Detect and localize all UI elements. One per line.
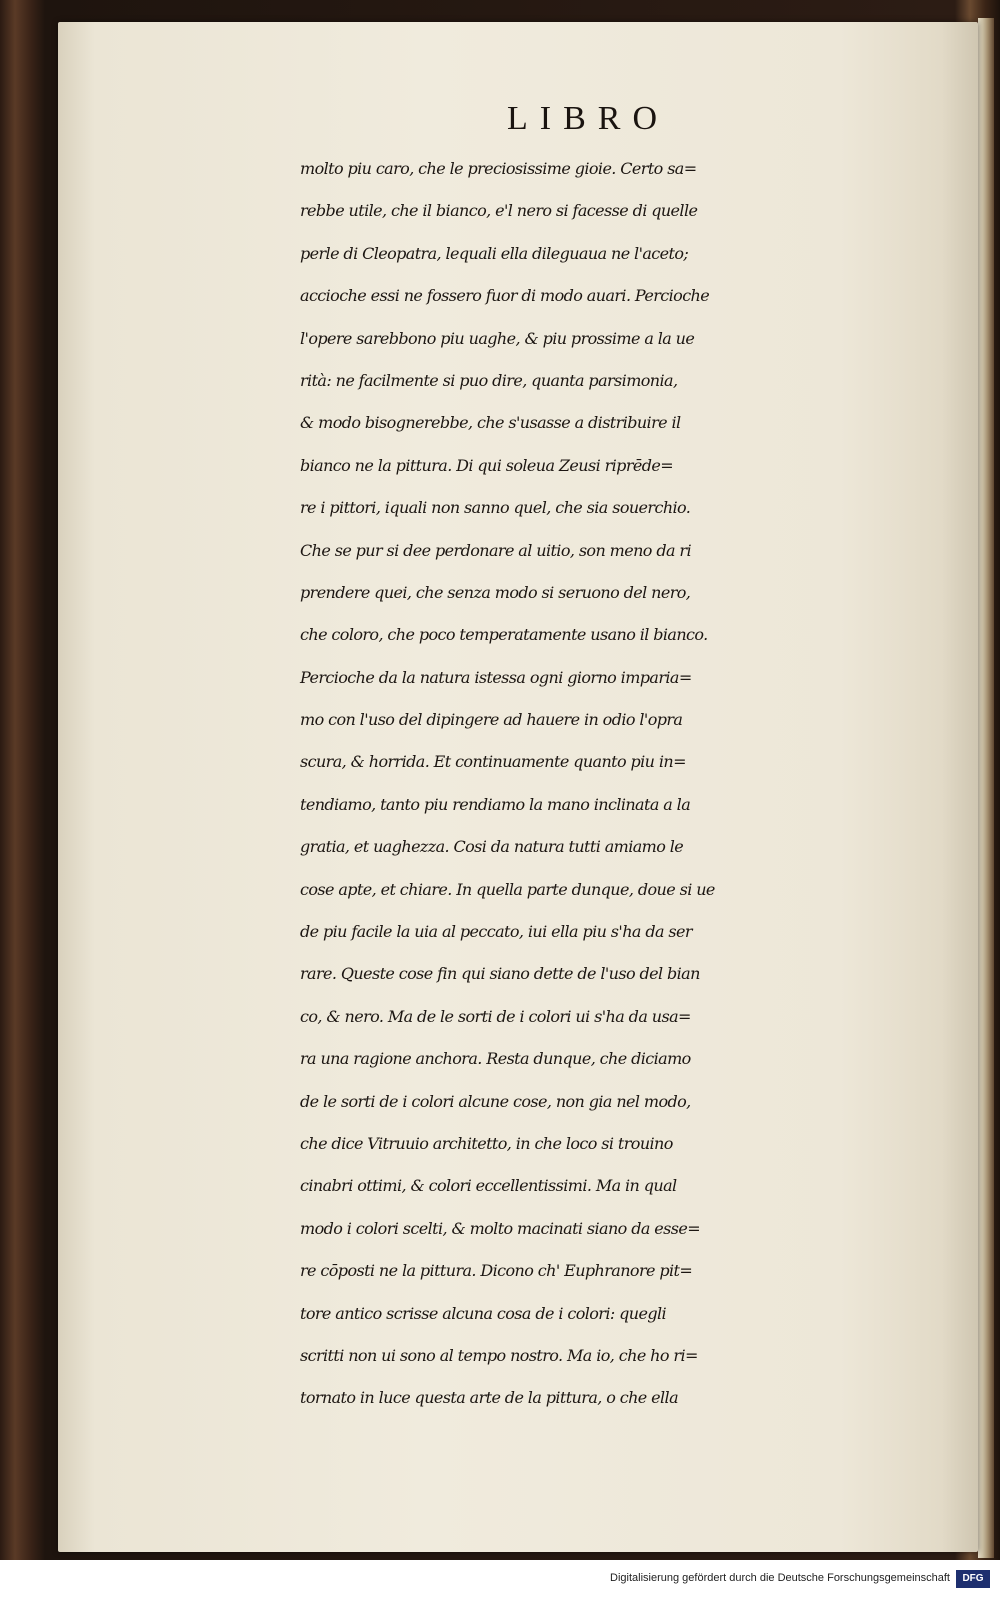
text-line: gratia, et uaghezza. Cosi da natura tutti amiamo le [300, 837, 684, 857]
text-line: che coloro, che poco temperatamente usano il bianco. [300, 625, 708, 645]
text-block [300, 148, 990, 1420]
text-line: bianco ne la pittura. Di qui soleua Zeusi riprēde= [300, 455, 674, 475]
text-line: tendiamo, tanto piu rendiamo la mano inclinata a la [300, 794, 691, 814]
text-line: de piu facile la uia al peccato, iui ella piu s'ha da ser [300, 922, 692, 942]
text-line: co, & nero. Ma de le sorti de i colori ui s'ha da usa= [300, 1006, 691, 1026]
text-line: de le sorti de i colori alcune cose, non gia nel modo, [300, 1091, 691, 1111]
text-line: ra una ragione anchora. Resta dunque, che diciamo [300, 1049, 691, 1069]
funding-credit: Digitalisierung gefördert durch die Deutsche Forschungsgemeinschaft [610, 1572, 950, 1584]
text-line: perle di Cleopatra, lequali ella dileguaua ne l'aceto; [300, 243, 689, 263]
text-line: tore antico scrisse alcuna cosa de i colori: quegli [300, 1303, 667, 1323]
text-line: accioche essi ne fossero fuor di modo auari. Percioche [300, 286, 710, 306]
text-line: che dice Vitruuio architetto, in che loco si trouino [300, 1133, 673, 1153]
text-line: re cōposti ne la pittura. Dicono ch' Euphranore pit= [300, 1261, 693, 1281]
text-line: rità: ne facilmente si puo dire, quanta parsimonia, [300, 370, 678, 390]
footer-bar [0, 1560, 1000, 1599]
text-line: modo i colori scelti, & molto macinati siano da esse= [300, 1218, 701, 1238]
text-line: mo con l'uso del dipingere ad hauere in odio l'opra [300, 710, 683, 730]
text-line: re i pittori, iquali non sanno quel, che sia souerchio. [300, 498, 691, 518]
text-line: cose apte, et chiare. In quella parte dunque, doue si ue [300, 879, 715, 899]
book-page [58, 22, 978, 1552]
text-line: & modo bisognerebbe, che s'usasse a distribuire il [300, 413, 681, 433]
text-line: Che se pur si dee perdonare al uitio, son meno da ri [300, 540, 691, 560]
dfg-logo: DFG [956, 1570, 990, 1588]
text-line: scritti non ui sono al tempo nostro. Ma io, che ho ri= [300, 1345, 698, 1365]
text-line: l'opere sarebbono piu uaghe, & piu prossime a la ue [300, 328, 695, 348]
text-line: Percioche da la natura istessa ogni giorno imparia= [300, 667, 692, 687]
running-head: LIBRO [507, 100, 669, 137]
text-line: tornato in luce questa arte de la pittura, o che ella [300, 1388, 679, 1408]
text-line: rare. Queste cose fin qui siano dette de l'uso del bian [300, 964, 700, 984]
text-line: scura, & horrida. Et continuamente quanto piu in= [300, 752, 686, 772]
text-line: molto piu caro, che le preciosissime gioie. Certo sa= [300, 159, 697, 178]
text-line: cinabri ottimi, & colori eccellentissimi. Ma in qual [300, 1176, 677, 1196]
text-line: rebbe utile, che il bianco, e'l nero si facesse di quelle [300, 201, 698, 221]
text-line: prendere quei, che senza modo si seruono del nero, [300, 582, 691, 602]
